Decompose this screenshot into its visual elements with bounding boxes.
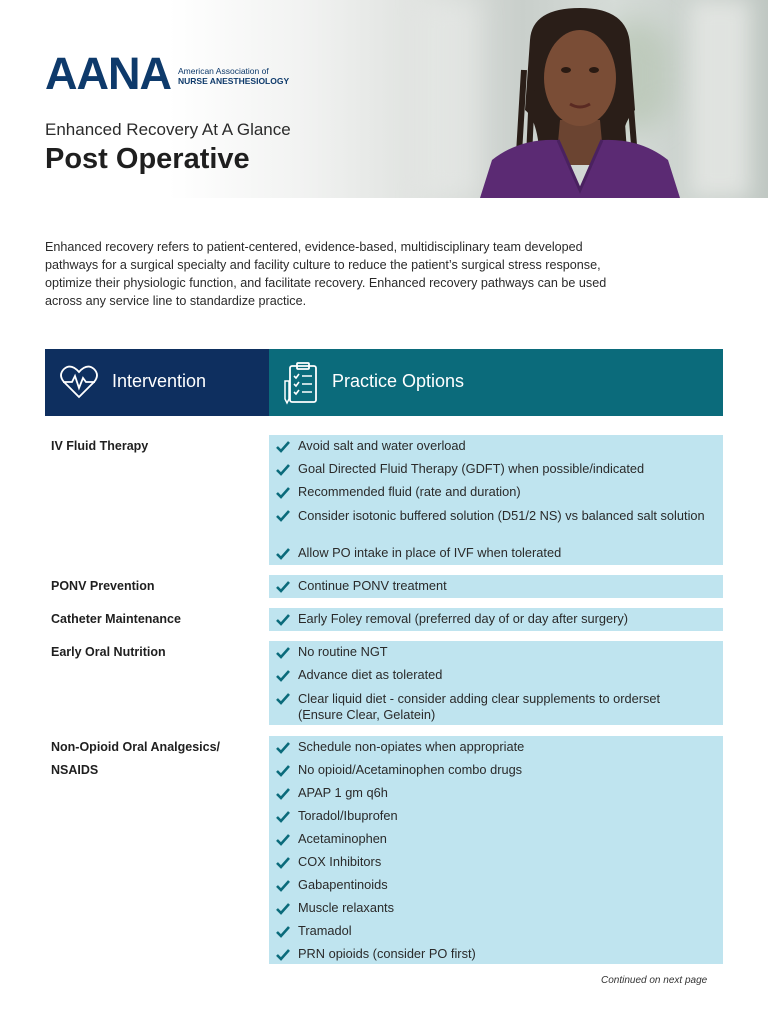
checkmark-icon — [276, 925, 290, 939]
list-item — [269, 877, 718, 892]
checkmark-icon — [276, 810, 290, 824]
option-text: Consider isotonic buffered solution (D51/2 NS) vs balanced salt solution — [298, 508, 705, 523]
list-item — [269, 762, 718, 777]
practice-options-list — [269, 641, 723, 725]
page-subtitle: Enhanced Recovery At A Glance — [45, 120, 291, 139]
checkmark-icon — [276, 879, 290, 893]
intervention-header — [45, 349, 269, 416]
checkmark-icon — [276, 787, 290, 801]
option-text: Advance diet as tolerated — [298, 667, 443, 682]
intro-paragraph: Enhanced recovery refers to patient-centered, evidence-based, multidisciplinary team developed pathways for a surgical specialty and facility culture to reduce the patient’s surgical stress response, optimize their physiologic function, and facilitate recovery. Enhanced recovery pathways can be used across any service line to standardize practice. — [45, 240, 607, 308]
list-item — [269, 545, 718, 560]
table-row — [45, 736, 723, 964]
table-row — [45, 608, 723, 631]
table-row — [45, 641, 723, 725]
heart-pulse-icon — [59, 364, 99, 400]
list-item — [269, 438, 718, 453]
checkmark-icon — [276, 833, 290, 847]
option-text: APAP 1 gm q6h — [298, 785, 388, 800]
list-item — [269, 611, 718, 626]
option-text: Early Foley removal (preferred day of or day after surgery) — [298, 611, 629, 626]
list-item — [269, 508, 718, 524]
list-item — [269, 785, 718, 800]
option-text: COX Inhibitors — [298, 854, 382, 869]
option-text: Gabapentinoids — [298, 877, 388, 892]
practice-options-list — [269, 435, 723, 565]
list-item — [269, 854, 718, 869]
nurse-portrait-photo — [470, 0, 690, 198]
table-header — [45, 349, 723, 416]
checkmark-icon — [276, 764, 290, 778]
list-item — [269, 461, 718, 476]
option-text: Goal Directed Fluid Therapy (GDFT) when possible/indicated — [298, 461, 645, 476]
list-item — [269, 739, 718, 754]
list-item — [269, 923, 718, 938]
practice-options-header-label: Practice Options — [332, 371, 465, 391]
option-text: No opioid/Acetaminophen combo drugs — [298, 762, 523, 777]
checkmark-icon — [276, 509, 290, 523]
option-text: No routine NGT — [298, 644, 388, 659]
checkmark-icon — [276, 580, 290, 594]
practice-options-list — [269, 608, 723, 631]
list-item — [269, 900, 718, 915]
checkmark-icon — [276, 948, 290, 962]
page-title: Post Operative — [45, 143, 250, 175]
practice-options-header — [269, 349, 723, 416]
option-text: Muscle relaxants — [298, 900, 395, 915]
list-item — [269, 667, 718, 682]
table-row — [45, 435, 723, 565]
intervention-label: PONV Prevention — [51, 579, 155, 593]
option-text: Allow PO intake in place of IVF when tolerated — [298, 545, 562, 560]
logo-org-line2: NURSE ANESTHESIOLOGY — [178, 76, 290, 86]
option-text: Tramadol — [298, 923, 352, 938]
checkmark-icon — [276, 547, 290, 561]
checkmark-icon — [276, 669, 290, 683]
checkmark-icon — [276, 463, 290, 477]
logo-wordmark: AANA — [45, 48, 171, 99]
practice-options-list — [269, 575, 723, 598]
intervention-label: IV Fluid Therapy — [51, 439, 149, 453]
intervention-label: Early Oral Nutrition — [51, 645, 166, 659]
intervention-label: Catheter Maintenance — [51, 612, 181, 626]
option-text: Acetaminophen — [298, 831, 387, 846]
logo-org-line1: American Association of — [178, 66, 269, 76]
list-item — [269, 831, 718, 846]
practice-options-list — [269, 736, 723, 964]
option-text: Continue PONV treatment — [298, 578, 447, 593]
option-text: Schedule non-opiates when appropriate — [298, 739, 525, 754]
option-text: Recommended fluid (rate and duration) — [298, 484, 521, 499]
intervention-header-label: Intervention — [112, 371, 207, 391]
checkmark-icon — [276, 741, 290, 755]
checkmark-icon — [276, 646, 290, 660]
checkmark-icon — [276, 692, 290, 706]
checkmark-icon — [276, 486, 290, 500]
option-text: PRN opioids (consider PO first) — [298, 946, 476, 961]
intervention-label: Non-Opioid Oral Analgesics/ NSAIDS — [51, 740, 221, 777]
list-item — [269, 691, 698, 723]
option-text: Clear liquid diet - consider adding clear supplements to orderset (Ensure Clear, Gelatein) — [298, 691, 661, 722]
checkmark-icon — [276, 902, 290, 916]
checkmark-icon — [276, 856, 290, 870]
checkmark-icon — [276, 440, 290, 454]
list-item — [269, 946, 718, 961]
option-text: Avoid salt and water overload — [298, 438, 466, 453]
checkmark-icon — [276, 613, 290, 627]
table-row — [45, 575, 723, 598]
list-item — [269, 484, 718, 499]
list-item — [269, 808, 718, 823]
continued-note: Continued on next page — [601, 975, 708, 986]
clipboard-checklist-icon — [282, 361, 320, 405]
list-item — [269, 644, 718, 659]
list-item — [269, 578, 718, 593]
option-text: Toradol/Ibuprofen — [298, 808, 398, 823]
background-blur — [690, 0, 750, 198]
